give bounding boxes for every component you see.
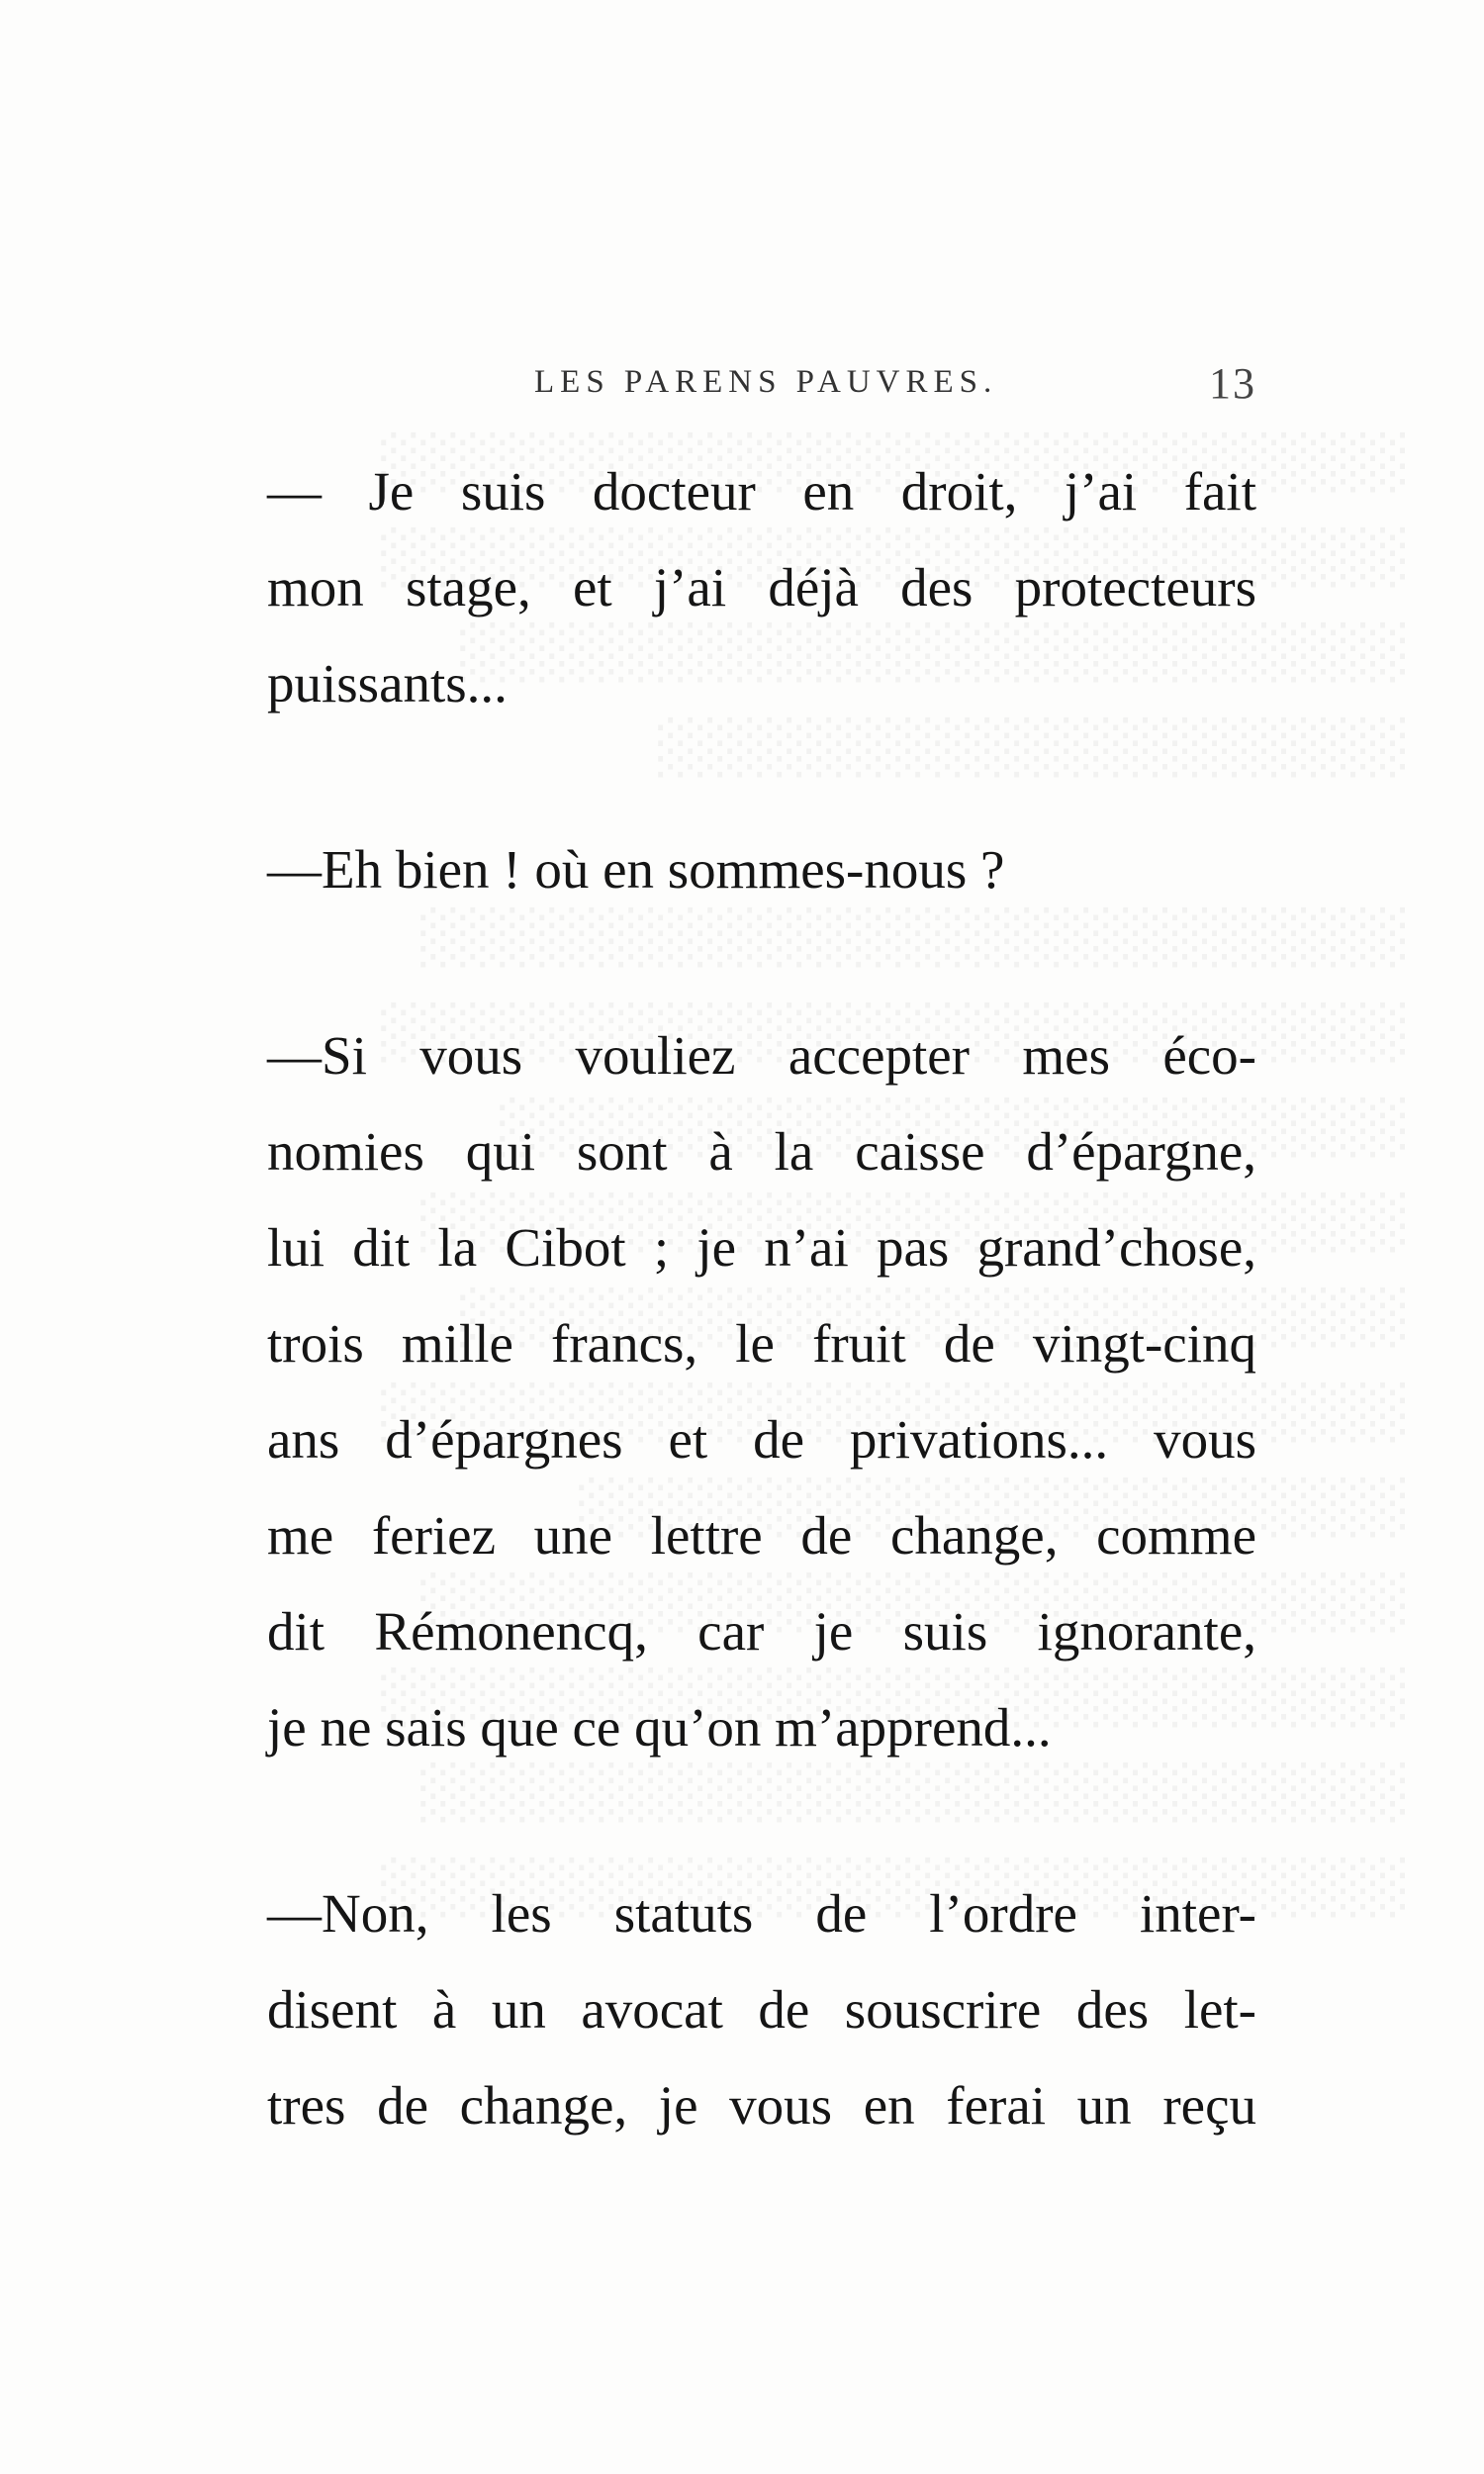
running-title: LES PARENS PAUVRES.	[534, 364, 998, 400]
text-line: puissants...	[267, 653, 508, 714]
paragraph-3	[267, 1007, 1256, 1775]
text-line: nomies qui sont à la caisse d’épargne,	[267, 1121, 1256, 1182]
text-line: tres de change, je vous en ferai un reçu	[267, 2075, 1256, 2136]
text-line: dit Rémonencq, car je suis ignorante,	[267, 1601, 1256, 1662]
text-line: — Je suis docteur en droit, j’ai fait	[267, 461, 1256, 522]
text-line: disent à un avocat de souscrire des let-	[267, 1979, 1256, 2040]
text-line: —Non, les statuts de l’ordre inter-	[267, 1883, 1256, 1944]
text-line: lui dit la Cibot ; je n’ai pas grand’chose,	[267, 1217, 1256, 1278]
body-text	[267, 443, 1256, 2153]
paragraph-1	[267, 443, 1256, 731]
page-number: 13	[1209, 359, 1256, 408]
text-line: me feriez une lettre de change, comme	[267, 1505, 1256, 1566]
page-header	[267, 359, 1256, 424]
text-line: —Si vous vouliez accepter mes éco-	[267, 1025, 1256, 1086]
text-line: mon stage, et j’ai déjà des protecteurs	[267, 557, 1256, 618]
text-line: ans d’épargnes et de privations... vous	[267, 1409, 1256, 1470]
text-line: —Eh bien ! où en sommes-nous ?	[267, 839, 1005, 900]
paragraph-2	[267, 821, 1256, 917]
text-line: trois mille francs, le fruit de vingt-cinq	[267, 1313, 1256, 1374]
text-line: je ne sais que ce qu’on m’apprend...	[267, 1697, 1052, 1758]
paragraph-4	[267, 1865, 1256, 2153]
